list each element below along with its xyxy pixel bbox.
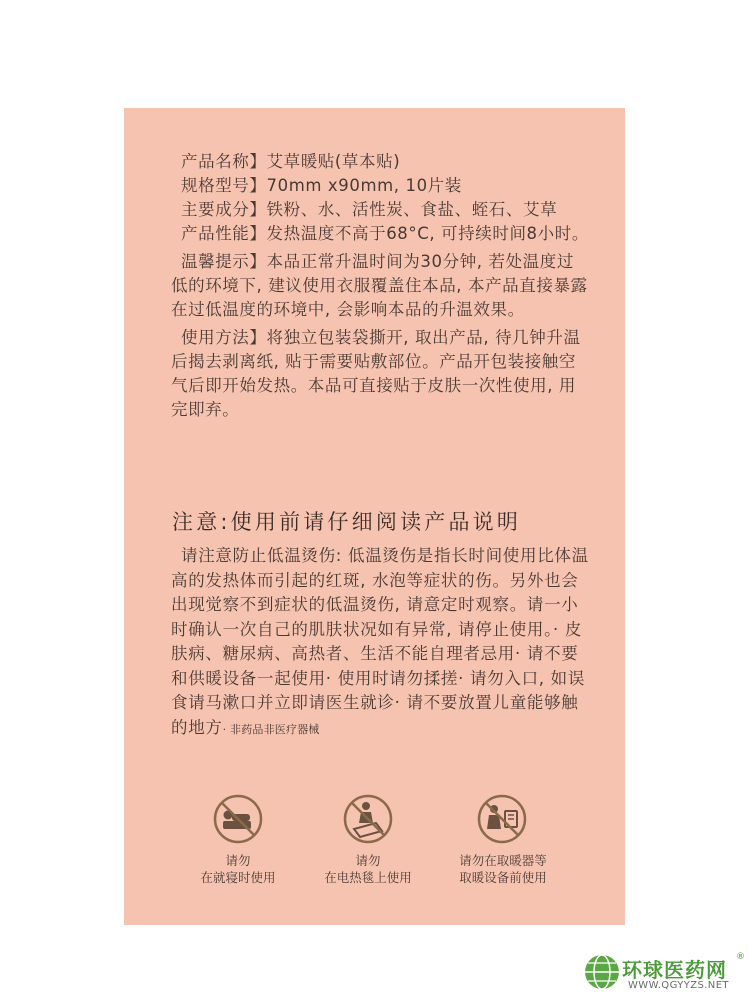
no-heater-icon <box>476 793 528 845</box>
globe-logo-icon <box>582 952 622 992</box>
spec-name: 产品名称】艾草暖贴(草本贴) <box>181 152 401 171</box>
caution-body: 请注意防止低温烫伤: 低温烫伤是指长时间使用比体温高的发热体而引起的红斑, 水泡等症状的伤。另外也会出现觉察不到症状的低温烫伤, 请意定时观察。请一小时确认一次自己的肌肤状况如有异常, 请停止使用。· 皮肤病、糖尿病、高热者、生活不能自理者忌用· 请不要和供暖设备一起使用· 使用时请勿揉搓· 请勿入口, 如误食请马漱口并立即请医生就诊· 请不要放置儿童能够触的地方· 非药品非医疗器械 <box>171 546 589 737</box>
spec-performance: 产品性能】发热温度不高于68°C, 可持续时间8小时。 <box>181 224 589 243</box>
warning-label-blanket: 请勿 在电热毯上使用 <box>324 853 412 885</box>
spec-ingredients: 主要成分】铁粉、水、活性炭、食盐、蛭石、艾草 <box>181 200 558 219</box>
watermark-url: WWW.QGYYZS.NET <box>628 980 729 991</box>
spec-tips: 温馨提示】本品正常升温时间为30分钟, 若处温度过低的环境下, 建议使用衣服覆盖住本品, 本产品直接暴露在过低温度的环境中, 会影响本品的升温效果。 <box>171 252 588 319</box>
registered-mark: ® <box>736 952 745 962</box>
warning-label-sleep: 请勿 在就寝时使用 <box>200 853 276 885</box>
spec-usage: 使用方法】将独立包装袋撕开, 取出产品, 待几钟升温后揭去剥离纸, 贴于需要贴敷部位。产品开包装接触空气后即开始发热。本品可直接贴于皮肤一次性使用, 用完即弃。 <box>171 328 581 419</box>
no-sleep-icon <box>212 793 264 845</box>
watermark-text: 环球医药网 <box>622 958 727 982</box>
non-drug-note: · 非药品非医疗器械 <box>222 722 320 736</box>
spec-model: 规格型号】70mm x90mm, 10片装 <box>181 176 462 195</box>
site-watermark <box>580 948 750 1000</box>
caution-title: 注意:使用前请仔细阅读产品说明 <box>172 510 522 534</box>
warning-label-heater: 请勿在取暖器等 取暖设备前使用 <box>459 853 547 885</box>
product-specs <box>171 150 591 422</box>
no-electric-blanket-icon <box>342 793 394 845</box>
